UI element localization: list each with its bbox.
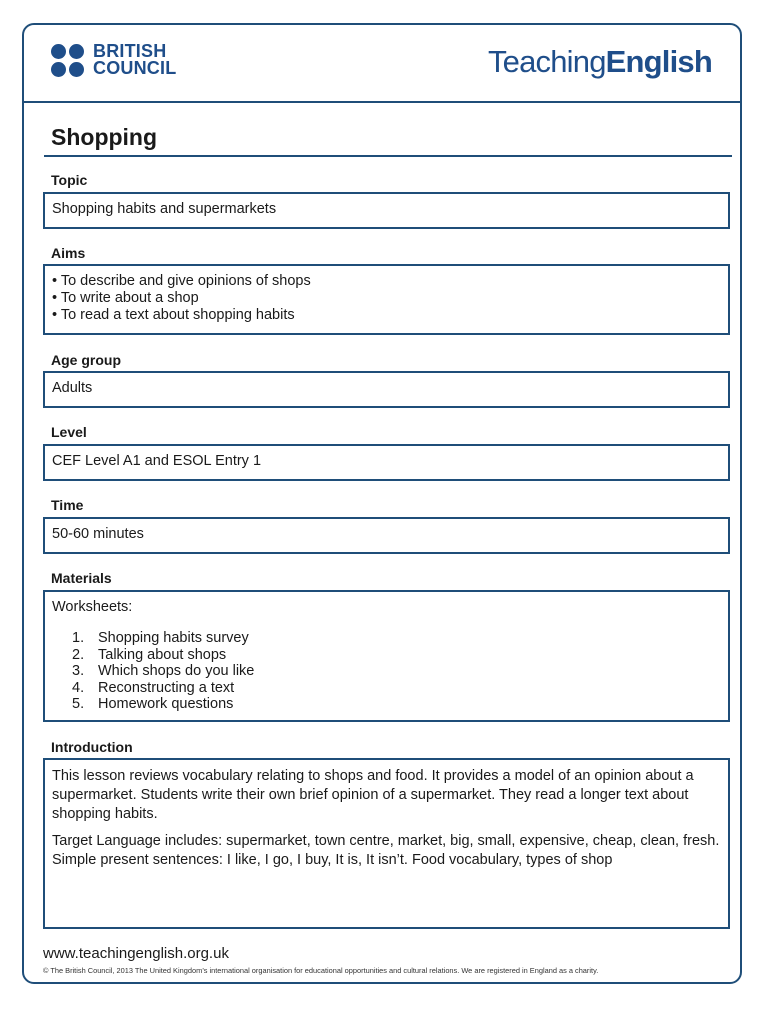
aims-item: • To write about a shop — [52, 290, 199, 306]
aims-label: Aims — [51, 245, 86, 261]
footer-copyright: © The British Council, 2013 The United Kingdom’s international organisation for educational opportunities and cultural relations. We are registered in England as a charity. — [43, 966, 599, 975]
materials-item: 5. Homework questions — [72, 696, 234, 712]
title-divider — [44, 155, 732, 157]
materials-item: 1. Shopping habits survey — [72, 630, 249, 646]
time-box — [43, 517, 730, 554]
footer-url[interactable]: www.teachingenglish.org.uk — [43, 945, 229, 962]
age-group-value: Adults — [52, 380, 93, 396]
age-group-box — [43, 371, 730, 408]
topic-value: Shopping habits and supermarkets — [52, 201, 277, 217]
level-label: Level — [51, 424, 87, 440]
brand-bold: English — [605, 44, 712, 79]
materials-label: Materials — [51, 570, 112, 586]
aims-box — [43, 264, 730, 335]
materials-item: 4. Reconstructing a text — [72, 679, 235, 696]
introduction-box — [43, 758, 730, 929]
age-group-label: Age group — [51, 352, 121, 368]
time-value: 50-60 minutes — [52, 526, 144, 542]
aims-item: • To read a text about shopping habits — [52, 307, 295, 323]
brand-light: Teaching — [487, 44, 606, 79]
materials-item: 2. Talking about shops — [72, 646, 227, 663]
topic-label: Topic — [51, 172, 88, 188]
topic-box — [43, 192, 730, 229]
header-divider — [24, 101, 742, 103]
introduction-paragraph: Target Language includes: supermarket, town centre, market, big, small, expensive, cheap, clean, fresh. Simple present sentences: I like, I go, I buy, It is, It isn’t. Food vocabulary, types of shop — [52, 833, 720, 868]
logo-line-2: COUNCIL — [93, 58, 177, 78]
materials-list — [52, 630, 721, 713]
time-label: Time — [51, 497, 84, 513]
british-council-logo-text — [93, 43, 176, 77]
materials-intro: Worksheets: — [52, 599, 133, 615]
teaching-english-logo — [488, 44, 712, 80]
aims-item: • To describe and give opinions of shops — [52, 273, 311, 289]
level-value: CEF Level A1 and ESOL Entry 1 — [52, 453, 262, 469]
british-council-logo-icon — [51, 44, 87, 78]
materials-item: 3. Which shops do you like — [72, 663, 255, 679]
introduction-paragraph: This lesson reviews vocabulary relating to shops and food. It provides a model of an opinion about a supermarket. Students write their own brief opinion of a supermarket. They read a longer text about shopping habits. — [52, 768, 694, 822]
level-box — [43, 444, 730, 481]
logo-line-1: BRITISH — [93, 41, 167, 61]
introduction-label: Introduction — [51, 739, 133, 755]
page-title: Shopping — [51, 124, 158, 150]
materials-box — [43, 590, 730, 722]
